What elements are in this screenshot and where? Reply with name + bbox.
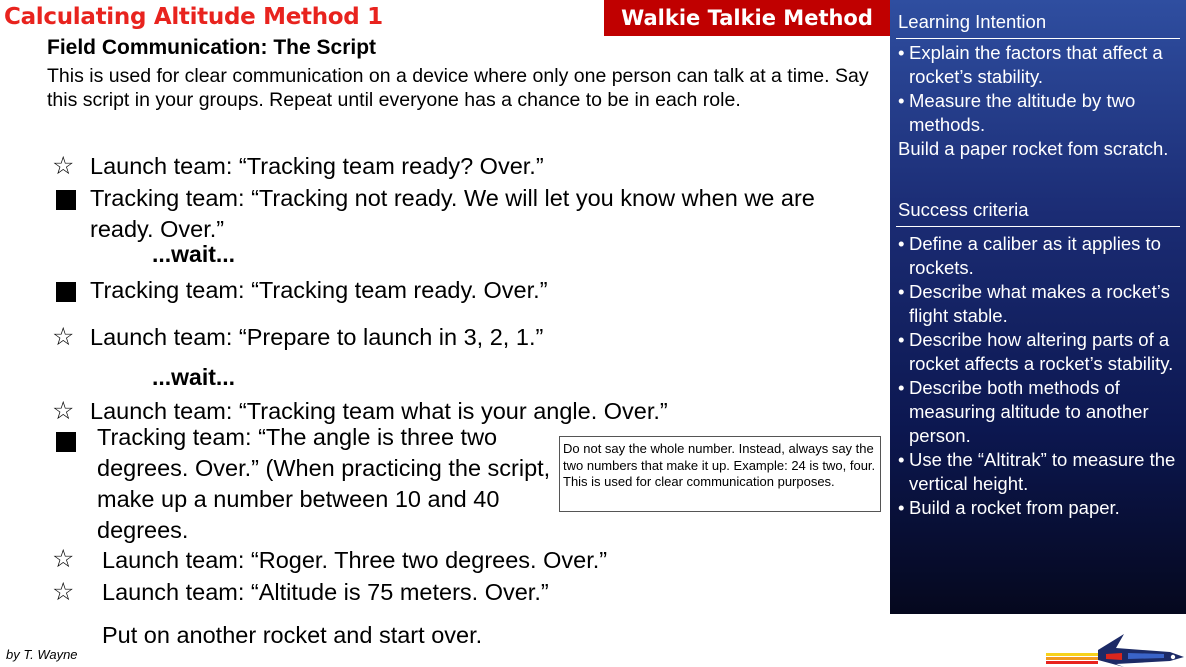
learning-intention-extra: Build a paper rocket fom scratch. xyxy=(898,138,1169,159)
square-icon xyxy=(56,432,76,452)
list-item: • Measure the altitude by two methods. xyxy=(898,89,1178,137)
learning-intention-heading: Learning Intention xyxy=(898,11,1047,32)
list-item: • Describe what makes a rocket’s flight stable. xyxy=(898,280,1178,328)
script-line-5: Launch team: “Tracking team what is your angle. Over.” xyxy=(90,398,668,424)
script-line-4: Launch team: “Prepare to launch in 3, 2, 1.” xyxy=(90,324,544,350)
wait-label-2: ...wait... xyxy=(152,364,236,390)
closing-line: Put on another rocket and start over. xyxy=(102,622,483,648)
script-subtitle: Field Communication: The Script xyxy=(47,36,377,59)
list-item: • Describe how altering parts of a rocket affects a rocket’s stability. xyxy=(898,328,1178,376)
learning-sidebar xyxy=(890,0,1186,614)
star-icon: ☆ xyxy=(52,323,75,351)
square-icon xyxy=(56,190,76,210)
star-icon: ☆ xyxy=(52,578,75,606)
list-item: • Explain the factors that affect a rocket’s stability. xyxy=(898,41,1178,89)
list-item: • Build a rocket from paper. xyxy=(898,496,1178,520)
rocket-trail xyxy=(1046,653,1098,664)
intro-paragraph: This is used for clear communication on a device where only one person can talk at a time. Say this script in your groups. Repeat until everyone has a chance to be in each role. xyxy=(47,65,869,111)
rocket-illustration-icon xyxy=(1046,620,1186,667)
list-item: • Use the “Altitrak” to measure the vertical height. xyxy=(898,448,1178,496)
rocket-fin-accent xyxy=(1106,653,1122,660)
note-box: Do not say the whole number. Instead, always say the two numbers that make it up. Example: 24 is two, four. This is used for clear communication purposes. xyxy=(559,436,881,512)
sidebar-divider xyxy=(896,38,1180,39)
author-byline: by T. Wayne xyxy=(6,647,78,662)
script-line-7: Launch team: “Roger. Three two degrees. Over.” xyxy=(102,547,608,573)
script-line-6: Tracking team: “The angle is three two degrees. Over.” (When practicing the script, make up a number between 10 and 40 degrees. xyxy=(97,424,551,543)
rocket-stripe xyxy=(1128,653,1164,659)
square-icon xyxy=(56,282,76,302)
rocket-body xyxy=(1098,634,1184,667)
script-line-8: Launch team: “Altitude is 75 meters. Over.” xyxy=(102,579,549,605)
rocket-nose-highlight xyxy=(1171,655,1175,659)
success-criteria-heading: Success criteria xyxy=(898,199,1029,220)
star-icon: ☆ xyxy=(52,397,75,425)
success-criteria-list xyxy=(898,232,1178,520)
sidebar-divider xyxy=(896,226,1180,227)
star-icon: ☆ xyxy=(52,152,75,180)
method-banner: Walkie Talkie Method xyxy=(604,0,890,36)
star-icon: ☆ xyxy=(52,545,75,573)
page-title: Calculating Altitude Method 1 xyxy=(4,4,383,30)
list-item: • Describe both methods of measuring altitude to another person. xyxy=(898,376,1178,448)
script-line-3: Tracking team: “Tracking team ready. Over.” xyxy=(90,277,548,303)
script-line-2: Tracking team: “Tracking not ready. We will let you know when we are ready. Over.” xyxy=(90,185,815,242)
list-item: • Define a caliber as it applies to rockets. xyxy=(898,232,1178,280)
script-line-1: Launch team: “Tracking team ready? Over.” xyxy=(90,153,544,179)
wait-label-1: ...wait... xyxy=(152,241,236,267)
learning-intention-list xyxy=(898,41,1178,137)
